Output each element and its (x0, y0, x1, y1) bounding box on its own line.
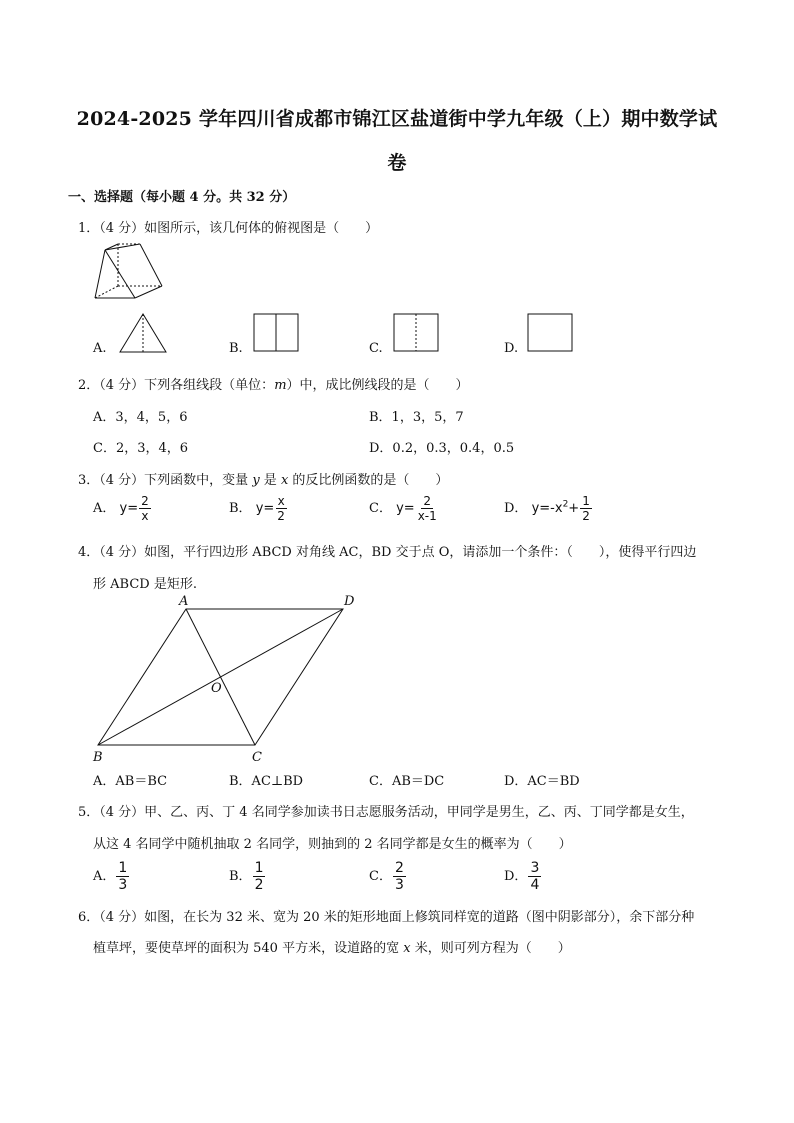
q5-option-d (504, 860, 542, 893)
q6-stem-line2 (93, 937, 571, 956)
q2-option-b: B．1，3，5，7 (369, 410, 464, 425)
q3-option-d-lhs: y=-x (531, 501, 563, 516)
q4-option-a: A．AB＝BC (93, 774, 168, 789)
q5-option-a-num: 1 (118, 860, 128, 876)
q2-stem (78, 374, 469, 393)
diagonal-bd (98, 609, 343, 745)
q3-option-a-num: 2 (141, 494, 149, 508)
q4-stem-line1: 4．（4 分）如图，平行四边形 ABCD 对角线 AC，BD 交于点 O，请添加一个条件：（ ），使得平行四边 (78, 545, 697, 560)
q3-option-d (504, 494, 593, 523)
q3-option-c-label: C． (369, 501, 392, 516)
q4-stem-line2: 形 ABCD 是矩形. (93, 577, 197, 592)
q5-option-c-fraction (393, 860, 406, 893)
q5-option-d-num: 3 (530, 860, 540, 876)
label-o: O (211, 681, 222, 696)
q5-option-d-den: 4 (530, 877, 540, 893)
q2-option-c: C．2，3，4，6 (93, 441, 189, 456)
label-d: D (344, 594, 355, 609)
q3-var-x: x (280, 473, 289, 488)
q5-option-b (229, 860, 266, 893)
q3-option-d-num: 1 (582, 494, 590, 508)
q5-option-b-num: 1 (254, 860, 264, 876)
q3-option-a-fraction (139, 494, 151, 523)
q1-option-a-label: A. (93, 341, 107, 356)
q1-option-d-label: D. (504, 341, 519, 356)
q2-option-d: D．0.2，0.3，0.4，0.5 (369, 441, 515, 456)
q6-stem-line2-part2: 米，则可列方程为（ ） (410, 941, 571, 956)
q5-option-d-fraction (528, 860, 541, 893)
q1-prism-figure (90, 240, 170, 304)
q4-parallelogram-figure (90, 590, 370, 765)
q6-stem-line2-part1: 植草坪，要使草坪的面积为 540 平方米，设道路的宽 (93, 941, 404, 956)
q1-stem: 1．（4 分）如图所示，该几何体的俯视图是（ ） (78, 221, 379, 236)
q3-option-c-den: x-1 (417, 509, 437, 523)
q1-option-b-figure (252, 312, 300, 354)
q3-stem-part1: 3．（4 分）下列函数中，变量 (78, 473, 253, 488)
q5-option-b-den: 2 (254, 877, 264, 893)
q3-stem (78, 469, 448, 488)
q5-stem-line2: 从这 4 名同学中随机抽取 2 名同学，则抽到的 2 名同学都是女生的概率为（ ） (93, 837, 572, 852)
q4-option-c: C．AB＝DC (369, 774, 445, 789)
q2-stem-part1: 2．（4 分）下列各组线段（单位： (78, 378, 275, 393)
q5-option-b-label: B． (229, 869, 252, 884)
q5-option-c-den: 3 (394, 877, 404, 893)
q1-option-b-label: B. (229, 341, 243, 356)
q5-option-c-num: 2 (394, 860, 404, 876)
q5-option-c (369, 860, 407, 893)
q1-option-d-figure (526, 312, 574, 354)
q3-option-b-fraction (275, 494, 287, 523)
q5-option-a-label: A． (93, 869, 116, 884)
q3-option-d-fraction (580, 494, 592, 523)
q3-option-a-den: x (141, 509, 149, 523)
q3-stem-part3: 的反比例函数的是（ ） (288, 473, 449, 488)
q3-stem-part2: 是 (259, 473, 281, 488)
q2-stem-part2: ）中，成比例线段的是（ ） (286, 378, 469, 393)
q5-option-a-den: 3 (118, 877, 128, 893)
q5-option-d-label: D． (504, 869, 528, 884)
q3-option-a-lhs: y= (119, 501, 139, 516)
exam-title-line1: 2024-2025 学年四川省成都市锦江区盐道街中学九年级（上）期中数学试 (76, 108, 718, 130)
q5-stem-line1: 5．（4 分）甲、乙、丙、丁 4 名同学参加读书日志愿服务活动，甲同学是男生，乙、丙、丁同学都是女生， (78, 805, 694, 820)
q3-option-b-lhs: y= (255, 501, 275, 516)
q5-option-c-label: C． (369, 869, 392, 884)
q3-option-d-plus: + (568, 501, 580, 516)
q1-option-c-label: C. (369, 341, 383, 356)
q3-option-d-den: 2 (582, 509, 590, 523)
q3-option-c-lhs: y= (396, 501, 415, 516)
q6-var-x: x (403, 941, 411, 956)
q3-option-b-den: 2 (277, 509, 285, 523)
section-heading: 一、选择题（每小题 4 分。共 32 分） (68, 190, 296, 205)
q3-option-a-label: A． (93, 501, 116, 516)
q6-stem-line1: 6．（4 分）如图，在长为 32 米、宽为 20 米的矩形地面上修筑同样宽的道路（图中阴影部分），余下部分种 (78, 910, 695, 925)
q3-option-c (369, 494, 440, 523)
q4-option-b: B．AC⊥BD (229, 774, 304, 789)
q2-unit: m (274, 378, 287, 393)
q3-option-b-num: x (277, 494, 285, 508)
q3-option-d-exponent: 2 (562, 499, 569, 510)
q5-option-b-fraction (253, 860, 266, 893)
q2-option-a: A．3，4，5，6 (93, 410, 188, 425)
label-c: C (252, 750, 262, 765)
q3-option-b (229, 494, 288, 523)
exam-title-line2: 卷 (387, 152, 407, 174)
q1-option-c-figure (392, 312, 440, 354)
q3-option-d-label: D． (504, 501, 528, 516)
q3-option-c-num: 2 (423, 494, 432, 508)
label-b: B (93, 750, 103, 765)
q5-option-a-fraction (116, 860, 129, 893)
label-a: A (179, 594, 189, 609)
q3-var-y: y (252, 473, 260, 488)
q5-option-a (93, 860, 130, 893)
q3-option-b-label: B． (229, 501, 252, 516)
q4-option-d: D．AC＝BD (504, 774, 580, 789)
q3-option-a (93, 494, 152, 523)
q3-option-c-fraction (416, 494, 439, 523)
q1-option-a-figure (118, 312, 170, 354)
